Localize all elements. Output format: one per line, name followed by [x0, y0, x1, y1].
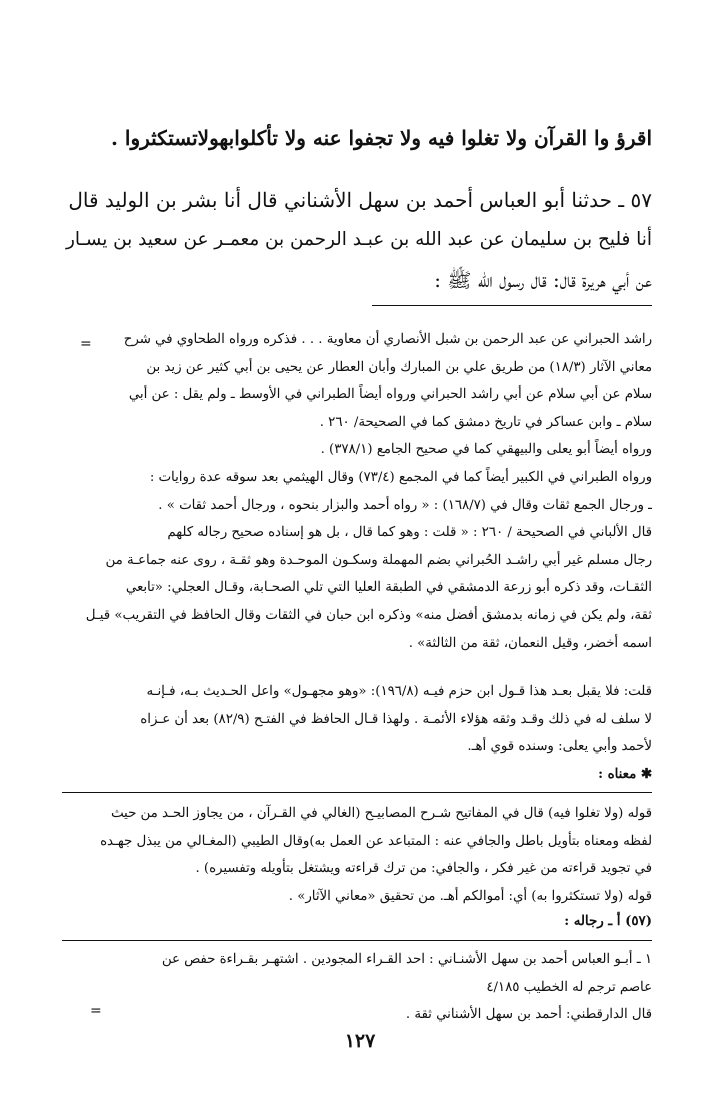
takhrij-line: ورواه الطبراني في الكبير أيضاً كما في المجمع (٧٣/٤) وقال الهيثمي بعد سوقه عدة روايات :: [149, 469, 652, 485]
takhrij-line: راشد الحبراني عن عبد الرحمن بن شبل الأنصاري أن معاوية . . . فذكره ورواه الطحاوي في شرح: [123, 332, 652, 347]
hadith-57-line-3: عن أبي هريرة قال: قال رسول الله ﷺ :: [434, 268, 652, 292]
qultu-line: لا سلف له في ذلك وقـد وثقه هؤلاء الأئمـة . ولهذا قـال الحافظ في الفتـح (٨٢/٩) بعد أن عـزاه: [140, 711, 652, 727]
footnote-separator: [372, 305, 652, 306]
maanahu-line: قوله (ولا تستكثروا به) أي: أموالكم أهـ. من تحقيق «معاني الآثار» .: [288, 888, 652, 904]
hadith-57-line-1: ٥٧ ـ حدثنا أبو العباس أحمد بن سهل الأشناني قال أنا بشر بن الوليد قال: [68, 188, 652, 212]
takhrij-line: قال الألباني في الصحيحة / ٢٦٠ : « قلت : وهو كما قال ، بل هو إسناده صحيح رجاله كلهم: [167, 525, 652, 541]
takhrij-line: اسمه أخضر، وقيل النعمان، ثقة من الثالثة» .: [408, 635, 652, 651]
rijal-line: ١ ـ أبـو العباس أحمد بن سهل الأشنـاني : احد القـراء المجودين . اشتهـر بقـراءة حفص عن: [161, 952, 652, 967]
maanahu-section: [62, 761, 652, 789]
hadith-57-line-2: أنا فليح بن سليمان عن عبد الله بن عبـد الرحمن بن معمـر عن سعيد بن يسـار: [65, 229, 652, 250]
maanahu-line: في تجويد قراءته من غير فكر ، والجافي: من ترك قراءته ويشتغل بتأويله وتفسيره) .: [195, 861, 652, 877]
maanahu-heading: [62, 761, 652, 789]
takhrij-line: ثقة، ولم يكن في زمانه بدمشق أفضل منه» وذكره ابن حبان في الثقات وقال الحافظ في التقريب» قيـل: [85, 607, 652, 623]
rijal-section: [62, 908, 652, 936]
takhrij-line: رجال مسلم غير أبي راشـد الحُبراني بضم المهملة وسكـون الموحـدة وهو ثقـة ، روى عنه جماعـة من: [105, 552, 652, 568]
maanahu-line: لفظه ومعناه بتأويل باطل والجافي عنه : المتباعد عن العمل به)وقال الطيبي (المغـالي من يبذل جهـده: [100, 833, 652, 849]
takhrij-line: ـ ورجال الجمع ثقات وقال في (١٦٨/٧) : « رواه أحمد والبزار بنحوه ، ورجال أحمد ثقات » .: [158, 497, 652, 513]
asterisk-icon: ✱: [636, 767, 652, 782]
rijal-text: [62, 946, 652, 1029]
qultu-footnote: [62, 678, 652, 761]
maanahu-line: قوله (ولا تغلوا فيه) قال في المفاتيح شـرح المصابيـح (الغالي في القـرآن ، من يجاوز الحـد من حيث: [111, 806, 652, 821]
takhrij-line: الثقـات، وقد ذكره أبو زرعة الدمشقي في الطبقة العليا التي تلي الصحـابة، وقـال العجلي: «تابعي: [125, 580, 652, 596]
continuation-marker: =: [90, 1003, 102, 1019]
rijal-heading: (٥٧) أ ـ رجاله :: [564, 914, 652, 929]
page-number: ١٢٧: [344, 1030, 376, 1052]
takhrij-footnote: [62, 326, 652, 657]
takhrij-line: سلام عن أبي سلام عن أبي راشد الحبراني ورواه أيضاً الطبراني في الأوسط ـ ولم يقل : عن أبي: [128, 387, 652, 403]
takhrij-line: سلام ـ وابن عساكر في تاريخ دمشق كما في الصحيحة/ ٢٦٠ .: [319, 414, 652, 430]
section-divider: [62, 792, 652, 793]
section-divider: [62, 940, 652, 941]
maanahu-text: [62, 800, 652, 910]
takhrij-line: ورواه أيضاً أبو يعلى والبيهقي كما في صحيح الجامع (٣٧٨/١) .: [320, 442, 652, 458]
maanahu-heading-text: معناه :: [598, 767, 637, 782]
hadith-57: [62, 180, 652, 300]
takhrij-line: معاني الآثار (١٨/٣) من طريق علي بن المبارك وأبان العطار عن يحيى بن أبي كثير عن زيد بن: [146, 359, 652, 375]
rijal-line: عاصم ترجم له الخطيب ٤/١٨٥: [486, 979, 652, 995]
continuation-marker: =: [80, 336, 92, 352]
hadith-56-ending: اقرؤ وا القرآن ولا تغلوا فيه ولا تجفوا عنه ولا تأكلوابهولاتستكثروا .: [110, 126, 652, 150]
qultu-line: لأحمد وأبي يعلى: وسنده قوي أهـ.: [467, 739, 652, 755]
qultu-line: قلت: فلا يقبل بعـد هذا قـول ابن حزم فيـه (١٩٦/٨): «وهو مجهـول» واعل الحـديث بـه، فـإنـه: [146, 684, 652, 699]
rijal-line: قال الدارقطني: أحمد بن سهل الأشناني ثقة .: [405, 1007, 652, 1023]
main-text: [62, 118, 652, 158]
